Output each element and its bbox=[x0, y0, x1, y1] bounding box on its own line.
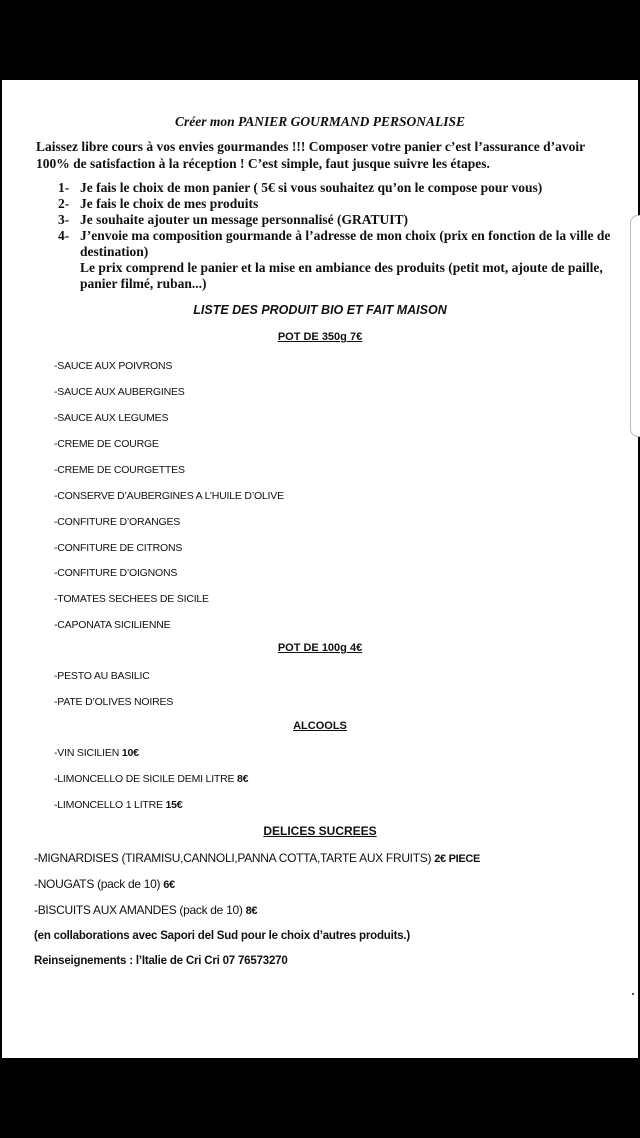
product-price: 8€ bbox=[245, 905, 258, 917]
section-heading-pot-100g: POT DE 100g 4€ bbox=[277, 642, 363, 654]
section-heading-delices-sucrees: DELICES SUCREES bbox=[263, 824, 377, 838]
document-page bbox=[2, 80, 638, 1058]
product-item: -CREME DE COURGE bbox=[54, 438, 159, 450]
page-marker-dot bbox=[632, 993, 634, 995]
step-text: Je fais le choix de mes produits bbox=[80, 196, 259, 211]
product-item: -CAPONATA SICILIENNE bbox=[54, 619, 171, 631]
contact-info: Reinseignements : l’Italie de Cri Cri 07 76573270 bbox=[34, 955, 288, 967]
product-label: -LIMONCELLO DE SICILE DEMI LITRE bbox=[54, 773, 238, 785]
product-item: -CONFITURE D’ORANGES bbox=[54, 516, 181, 528]
product-label: -MIGNARDISES (TIRAMISU,CANNOLI,PANNA COTTA,TARTE AUX FRUITS) bbox=[34, 851, 435, 865]
step-text: J’envoie ma composition gourmande à l’adresse de mon choix (prix en fonction de la ville de destination) bbox=[80, 228, 611, 259]
collaboration-note: (en collaborations avec Sapori del Sud pour le choix d’autres produits.) bbox=[34, 930, 411, 942]
product-price: 10€ bbox=[121, 747, 139, 759]
step-text: Je souhaite ajouter un message personnalisé (GRATUIT) bbox=[80, 212, 409, 227]
steps-list bbox=[58, 180, 618, 292]
product-item: -CONSERVE D’AUBERGINES A L’HUILE D’OLIVE bbox=[54, 490, 284, 502]
step-number: 3- bbox=[58, 212, 70, 227]
product-item: -PESTO AU BASILIC bbox=[54, 670, 150, 682]
section-heading-alcools: ALCOOLS bbox=[293, 720, 347, 732]
product-item: -CONFITURE DE CITRONS bbox=[54, 542, 183, 554]
product-item: -CONFITURE D’OIGNONS bbox=[54, 567, 178, 579]
section-heading-pot-350g: POT DE 350g 7€ bbox=[277, 331, 363, 343]
steps-note: Le prix comprend le panier et la mise en ambiance des produits (petit mot, ajoute de paille, panier filmé, ruban...) bbox=[80, 260, 603, 291]
product-item bbox=[54, 799, 182, 811]
product-item bbox=[34, 851, 480, 865]
product-label: -VIN SICILIEN bbox=[54, 747, 122, 759]
product-item: -SAUCE AUX AUBERGINES bbox=[54, 386, 185, 398]
product-item bbox=[54, 773, 248, 785]
product-item: -SAUCE AUX LEGUMES bbox=[54, 412, 169, 424]
step-item bbox=[58, 228, 618, 260]
step-text: Je fais le choix de mon panier ( 5€ si vous souhaitez qu’on le compose pour vous) bbox=[80, 180, 543, 195]
product-price: 15€ bbox=[165, 799, 183, 811]
product-label: -LIMONCELLO 1 LITRE bbox=[54, 799, 166, 811]
product-item: -PATE D’OLIVES NOIRES bbox=[54, 696, 174, 708]
product-label: -BISCUITS AUX AMANDES (pack de 10) bbox=[34, 903, 246, 917]
step-item bbox=[58, 212, 618, 228]
step-item bbox=[58, 196, 618, 212]
product-list-title: LISTE DES PRODUIT BIO ET FAIT MAISON bbox=[193, 303, 447, 317]
product-label: -NOUGATS (pack de 10) bbox=[34, 877, 164, 891]
step-number: 1- bbox=[58, 180, 70, 195]
product-item: -TOMATES SECHEES DE SICILE bbox=[54, 593, 209, 605]
product-item: -SAUCE AUX POIVRONS bbox=[54, 360, 173, 372]
intro-paragraph: Laissez libre cours à vos envies gourmandes !!! Composer votre panier c’est l’assurance d’avoir 100% de satisfaction à la réception ! C’est simple, faut jusque suivre les étapes. bbox=[36, 139, 585, 171]
step-number: 2- bbox=[58, 196, 70, 211]
product-item bbox=[34, 903, 257, 917]
scroll-handle[interactable] bbox=[630, 215, 640, 437]
product-item: -CREME DE COURGETTES bbox=[54, 464, 185, 476]
product-price: 6€ bbox=[163, 879, 175, 891]
step-number: 4- bbox=[58, 228, 70, 243]
product-item bbox=[54, 747, 139, 759]
product-price: 8€ bbox=[237, 773, 249, 785]
product-price: 2€ PIECE bbox=[434, 853, 481, 865]
document-title: Créer mon PANIER GOURMAND PERSONALISE bbox=[174, 114, 466, 129]
product-item bbox=[34, 877, 175, 891]
step-item bbox=[58, 180, 618, 196]
